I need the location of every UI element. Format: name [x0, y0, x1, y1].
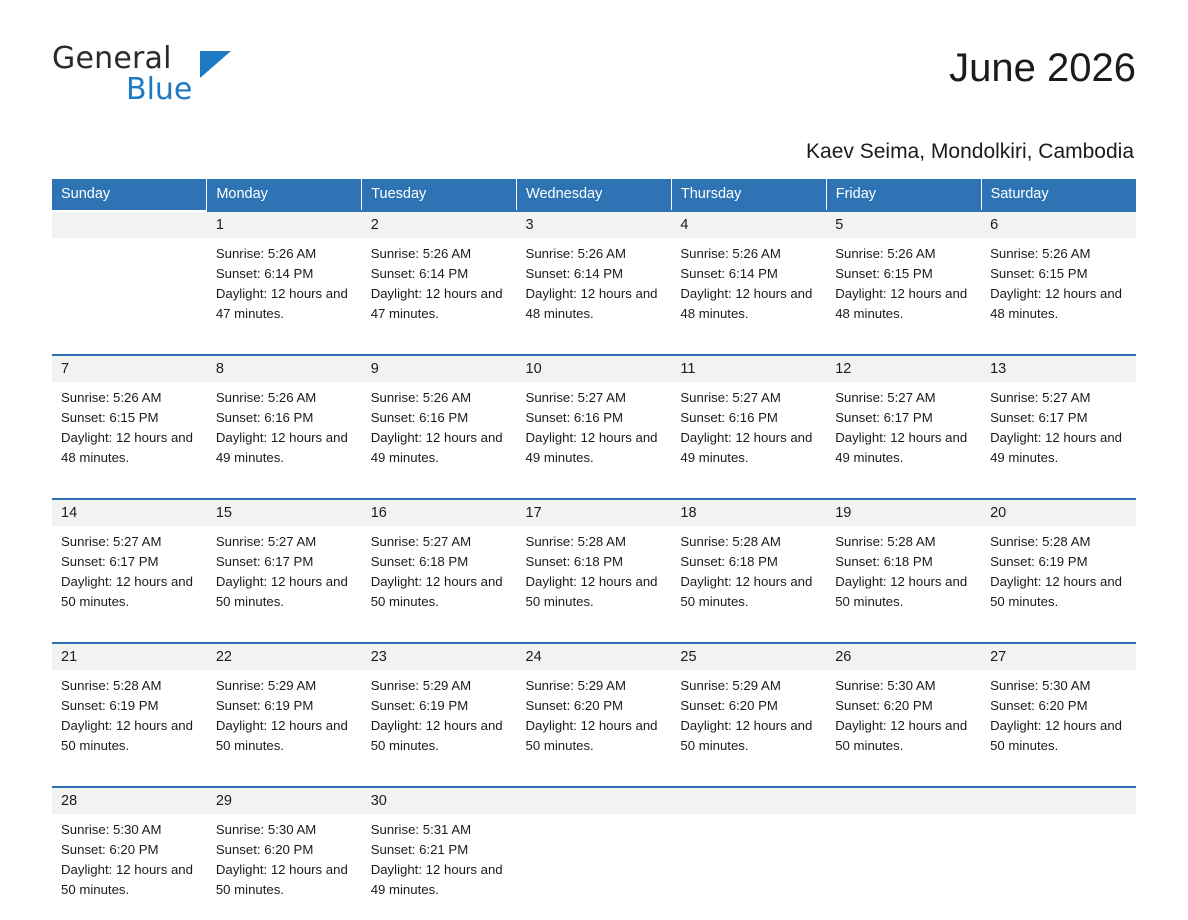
day-cell-empty: [981, 786, 1136, 920]
day-number: [671, 788, 826, 814]
sunset-text: Sunset: 6:19 PM: [990, 554, 1088, 569]
sunrise-text: Sunrise: 5:28 AM: [61, 678, 162, 693]
sunrise-text: Sunrise: 5:27 AM: [835, 390, 936, 405]
day-cell[interactable]: [362, 642, 517, 776]
sunset-text: Sunset: 6:17 PM: [215, 554, 314, 569]
sunrise-text: Sunrise: 5:27 AM: [525, 390, 626, 405]
sunrise-text: Sunrise: 5:29 AM: [680, 678, 781, 693]
day-info: [671, 526, 826, 612]
day-number: [981, 788, 1136, 814]
sunrise-text: Sunrise: 5:29 AM: [525, 678, 626, 693]
sunrise-text: Sunrise: 5:29 AM: [215, 678, 317, 693]
sunset-text: Sunset: 6:17 PM: [990, 410, 1088, 425]
daylight-text: Daylight: 12 hours and 50 minutes.: [61, 862, 193, 897]
daylight-text: Daylight: 12 hours and 50 minutes.: [525, 574, 658, 609]
sunrise-text: Sunrise: 5:27 AM: [990, 390, 1091, 405]
day-number: 16: [362, 500, 517, 526]
sunrise-text: Sunrise: 5:26 AM: [835, 246, 936, 261]
day-info: [207, 238, 362, 324]
sunset-text: Sunset: 6:16 PM: [370, 410, 469, 425]
daylight-text: Daylight: 12 hours and 50 minutes.: [215, 718, 348, 753]
daylight-text: Daylight: 12 hours and 49 minutes.: [680, 430, 813, 465]
day-number: 10: [517, 356, 672, 382]
daylight-text: Daylight: 12 hours and 48 minutes.: [990, 286, 1123, 321]
weekday-header-tuesday: Tuesday: [362, 179, 517, 210]
day-number: 26: [826, 644, 981, 670]
day-cell[interactable]: [362, 354, 517, 488]
sunset-text: Sunset: 6:20 PM: [215, 842, 314, 857]
day-info: [207, 382, 362, 468]
sunset-text: Sunset: 6:20 PM: [61, 842, 159, 857]
sunset-text: Sunset: 6:15 PM: [61, 410, 159, 425]
day-info: [671, 238, 826, 324]
sunrise-text: Sunrise: 5:30 AM: [215, 822, 317, 837]
day-cell[interactable]: [517, 642, 672, 776]
day-number: 24: [517, 644, 672, 670]
day-info: [52, 814, 207, 900]
day-info: [517, 238, 672, 324]
day-cell[interactable]: [981, 354, 1136, 488]
day-number: 15: [207, 500, 362, 526]
sunset-text: Sunset: 6:20 PM: [680, 698, 778, 713]
calendar-week-row: [52, 642, 1136, 776]
sunset-text: Sunset: 6:18 PM: [835, 554, 933, 569]
day-cell[interactable]: [517, 498, 672, 632]
day-info: [826, 526, 981, 612]
day-number: 8: [207, 356, 362, 382]
day-cell[interactable]: [207, 498, 362, 632]
day-number: 5: [826, 212, 981, 238]
sunrise-text: Sunrise: 5:27 AM: [61, 534, 162, 549]
sunset-text: Sunset: 6:16 PM: [525, 410, 624, 425]
weekday-header-sunday: Sunday: [52, 179, 207, 210]
daylight-text: Daylight: 12 hours and 49 minutes.: [215, 430, 348, 465]
sunset-text: Sunset: 6:20 PM: [990, 698, 1088, 713]
day-number: 2: [362, 212, 517, 238]
day-info: [981, 670, 1136, 756]
day-info: [981, 526, 1136, 612]
daylight-text: Daylight: 12 hours and 50 minutes.: [835, 574, 968, 609]
sunset-text: Sunset: 6:14 PM: [680, 266, 778, 281]
day-cell[interactable]: [207, 210, 362, 344]
calendar-week-row: [52, 786, 1136, 920]
calendar-table: [52, 179, 1136, 920]
day-number: 27: [981, 644, 1136, 670]
day-info: [362, 238, 517, 324]
day-number: 28: [52, 788, 207, 814]
daylight-text: Daylight: 12 hours and 50 minutes.: [370, 574, 503, 609]
day-info: [207, 814, 362, 900]
sunrise-text: Sunrise: 5:26 AM: [215, 390, 317, 405]
weekday-header-friday: Friday: [826, 179, 981, 210]
day-cell[interactable]: [517, 354, 672, 488]
day-cell-empty: [671, 786, 826, 920]
sunset-text: Sunset: 6:14 PM: [215, 266, 314, 281]
day-number: 13: [981, 356, 1136, 382]
day-number: 7: [52, 356, 207, 382]
day-number: 4: [671, 212, 826, 238]
sunrise-text: Sunrise: 5:29 AM: [370, 678, 472, 693]
day-cell-empty: [826, 786, 981, 920]
day-cell-empty: [517, 786, 672, 920]
sunset-text: Sunset: 6:18 PM: [370, 554, 469, 569]
sunset-text: Sunset: 6:19 PM: [370, 698, 469, 713]
daylight-text: Daylight: 12 hours and 50 minutes.: [61, 718, 193, 753]
day-number: 21: [52, 644, 207, 670]
daylight-text: Daylight: 12 hours and 48 minutes.: [61, 430, 193, 465]
day-cell[interactable]: [207, 642, 362, 776]
day-number: 29: [207, 788, 362, 814]
daylight-text: Daylight: 12 hours and 50 minutes.: [525, 718, 658, 753]
day-number: 6: [981, 212, 1136, 238]
sunset-text: Sunset: 6:15 PM: [835, 266, 933, 281]
day-info: [362, 814, 517, 900]
sunset-text: Sunset: 6:20 PM: [525, 698, 624, 713]
sunrise-text: Sunrise: 5:30 AM: [835, 678, 936, 693]
sunset-text: Sunset: 6:14 PM: [525, 266, 624, 281]
day-number: [52, 212, 207, 238]
daylight-text: Daylight: 12 hours and 47 minutes.: [370, 286, 503, 321]
day-number: 17: [517, 500, 672, 526]
calendar-week-row: [52, 354, 1136, 488]
day-number: 1: [207, 212, 362, 238]
brand-name-blue: Blue: [126, 72, 193, 107]
sunrise-text: Sunrise: 5:28 AM: [990, 534, 1091, 549]
daylight-text: Daylight: 12 hours and 50 minutes.: [990, 574, 1123, 609]
day-info: [671, 382, 826, 468]
sunset-text: Sunset: 6:18 PM: [525, 554, 624, 569]
daylight-text: Daylight: 12 hours and 50 minutes.: [215, 862, 348, 897]
day-cell[interactable]: [362, 210, 517, 344]
day-info: [52, 526, 207, 612]
day-info: [52, 382, 207, 468]
day-number: 23: [362, 644, 517, 670]
day-cell[interactable]: [671, 642, 826, 776]
sunrise-text: Sunrise: 5:26 AM: [990, 246, 1091, 261]
weekday-header-thursday: Thursday: [671, 179, 826, 210]
sunset-text: Sunset: 6:19 PM: [61, 698, 159, 713]
day-number: 11: [671, 356, 826, 382]
day-info: [826, 382, 981, 468]
day-number: 3: [517, 212, 672, 238]
sunrise-text: Sunrise: 5:26 AM: [525, 246, 626, 261]
day-info: [207, 670, 362, 756]
day-info: [517, 526, 672, 612]
daylight-text: Daylight: 12 hours and 47 minutes.: [215, 286, 348, 321]
sunset-text: Sunset: 6:16 PM: [215, 410, 314, 425]
day-number: [826, 788, 981, 814]
weekday-header-monday: Monday: [207, 179, 362, 210]
day-info: [517, 670, 672, 756]
daylight-text: Daylight: 12 hours and 50 minutes.: [680, 718, 813, 753]
daylight-text: Daylight: 12 hours and 49 minutes.: [370, 430, 503, 465]
weekday-header-saturday: Saturday: [981, 179, 1136, 210]
day-cell[interactable]: [671, 210, 826, 344]
weekday-header-wednesday: Wednesday: [517, 179, 672, 210]
day-number: 20: [981, 500, 1136, 526]
day-info: [826, 670, 981, 756]
day-cell-empty: [52, 210, 207, 344]
day-cell[interactable]: [981, 498, 1136, 632]
day-cell[interactable]: [981, 210, 1136, 344]
sunrise-text: Sunrise: 5:30 AM: [61, 822, 162, 837]
daylight-text: Daylight: 12 hours and 50 minutes.: [680, 574, 813, 609]
day-info: [362, 526, 517, 612]
sunrise-text: Sunrise: 5:27 AM: [370, 534, 472, 549]
day-cell[interactable]: [826, 210, 981, 344]
row-spacer: [52, 488, 1136, 498]
daylight-text: Daylight: 12 hours and 49 minutes.: [370, 862, 503, 897]
day-number: [517, 788, 672, 814]
daylight-text: Daylight: 12 hours and 50 minutes.: [215, 574, 348, 609]
sunrise-text: Sunrise: 5:28 AM: [680, 534, 781, 549]
day-info: [362, 670, 517, 756]
sunset-text: Sunset: 6:16 PM: [680, 410, 778, 425]
day-info: [517, 382, 672, 468]
daylight-text: Daylight: 12 hours and 50 minutes.: [370, 718, 503, 753]
daylight-text: Daylight: 12 hours and 49 minutes.: [835, 430, 968, 465]
sunrise-text: Sunrise: 5:26 AM: [215, 246, 317, 261]
row-spacer: [52, 632, 1136, 642]
day-cell[interactable]: [826, 354, 981, 488]
row-spacer: [52, 776, 1136, 786]
sunrise-text: Sunrise: 5:26 AM: [370, 390, 472, 405]
sunrise-text: Sunrise: 5:31 AM: [370, 822, 472, 837]
page-title: June 2026: [949, 46, 1136, 90]
daylight-text: Daylight: 12 hours and 50 minutes.: [61, 574, 193, 609]
day-info: [362, 382, 517, 468]
day-cell[interactable]: [362, 498, 517, 632]
sunrise-text: Sunrise: 5:26 AM: [680, 246, 781, 261]
day-number: 18: [671, 500, 826, 526]
sunrise-text: Sunrise: 5:30 AM: [990, 678, 1091, 693]
row-spacer: [52, 344, 1136, 354]
day-number: 30: [362, 788, 517, 814]
daylight-text: Daylight: 12 hours and 49 minutes.: [990, 430, 1123, 465]
sunset-text: Sunset: 6:15 PM: [990, 266, 1088, 281]
day-cell[interactable]: [207, 786, 362, 920]
sunrise-text: Sunrise: 5:26 AM: [370, 246, 472, 261]
daylight-text: Daylight: 12 hours and 50 minutes.: [835, 718, 968, 753]
day-number: 19: [826, 500, 981, 526]
day-cell[interactable]: [52, 354, 207, 488]
sunrise-text: Sunrise: 5:27 AM: [215, 534, 317, 549]
day-cell[interactable]: [207, 354, 362, 488]
day-cell[interactable]: [981, 642, 1136, 776]
day-info: [981, 238, 1136, 324]
sunset-text: Sunset: 6:19 PM: [215, 698, 314, 713]
day-info: [207, 526, 362, 612]
day-cell[interactable]: [517, 210, 672, 344]
daylight-text: Daylight: 12 hours and 48 minutes.: [680, 286, 813, 321]
calendar-header-row: [52, 179, 1136, 210]
sunset-text: Sunset: 6:17 PM: [61, 554, 159, 569]
daylight-text: Daylight: 12 hours and 48 minutes.: [835, 286, 968, 321]
sunrise-text: Sunrise: 5:26 AM: [61, 390, 162, 405]
daylight-text: Daylight: 12 hours and 50 minutes.: [990, 718, 1123, 753]
day-cell[interactable]: [52, 786, 207, 920]
sunrise-text: Sunrise: 5:27 AM: [680, 390, 781, 405]
day-cell[interactable]: [671, 498, 826, 632]
brand-name-general: General: [52, 41, 172, 76]
calendar-week-row: [52, 498, 1136, 632]
sunset-text: Sunset: 6:18 PM: [680, 554, 778, 569]
day-info: [981, 382, 1136, 468]
sunrise-text: Sunrise: 5:28 AM: [525, 534, 626, 549]
calendar-week-row: [52, 210, 1136, 344]
day-cell[interactable]: [826, 642, 981, 776]
sunset-text: Sunset: 6:21 PM: [370, 842, 469, 857]
day-number: 25: [671, 644, 826, 670]
day-number: 9: [362, 356, 517, 382]
day-cell[interactable]: [826, 498, 981, 632]
page-header: [52, 0, 1136, 118]
day-info: [671, 670, 826, 756]
sunrise-text: Sunrise: 5:28 AM: [835, 534, 936, 549]
day-cell[interactable]: [52, 498, 207, 632]
location-subtitle: Kaev Seima, Mondolkiri, Cambodia: [806, 140, 1134, 163]
day-number: 14: [52, 500, 207, 526]
day-cell[interactable]: [52, 642, 207, 776]
day-cell[interactable]: [671, 354, 826, 488]
daylight-text: Daylight: 12 hours and 49 minutes.: [525, 430, 658, 465]
day-info: [52, 670, 207, 756]
day-number: 22: [207, 644, 362, 670]
triangle-icon: [200, 51, 231, 78]
sunset-text: Sunset: 6:20 PM: [835, 698, 933, 713]
daylight-text: Daylight: 12 hours and 48 minutes.: [525, 286, 658, 321]
day-info: [826, 238, 981, 324]
day-number: 12: [826, 356, 981, 382]
sunset-text: Sunset: 6:17 PM: [835, 410, 933, 425]
sunset-text: Sunset: 6:14 PM: [370, 266, 469, 281]
brand-logo[interactable]: [52, 41, 202, 110]
day-cell[interactable]: [362, 786, 517, 920]
